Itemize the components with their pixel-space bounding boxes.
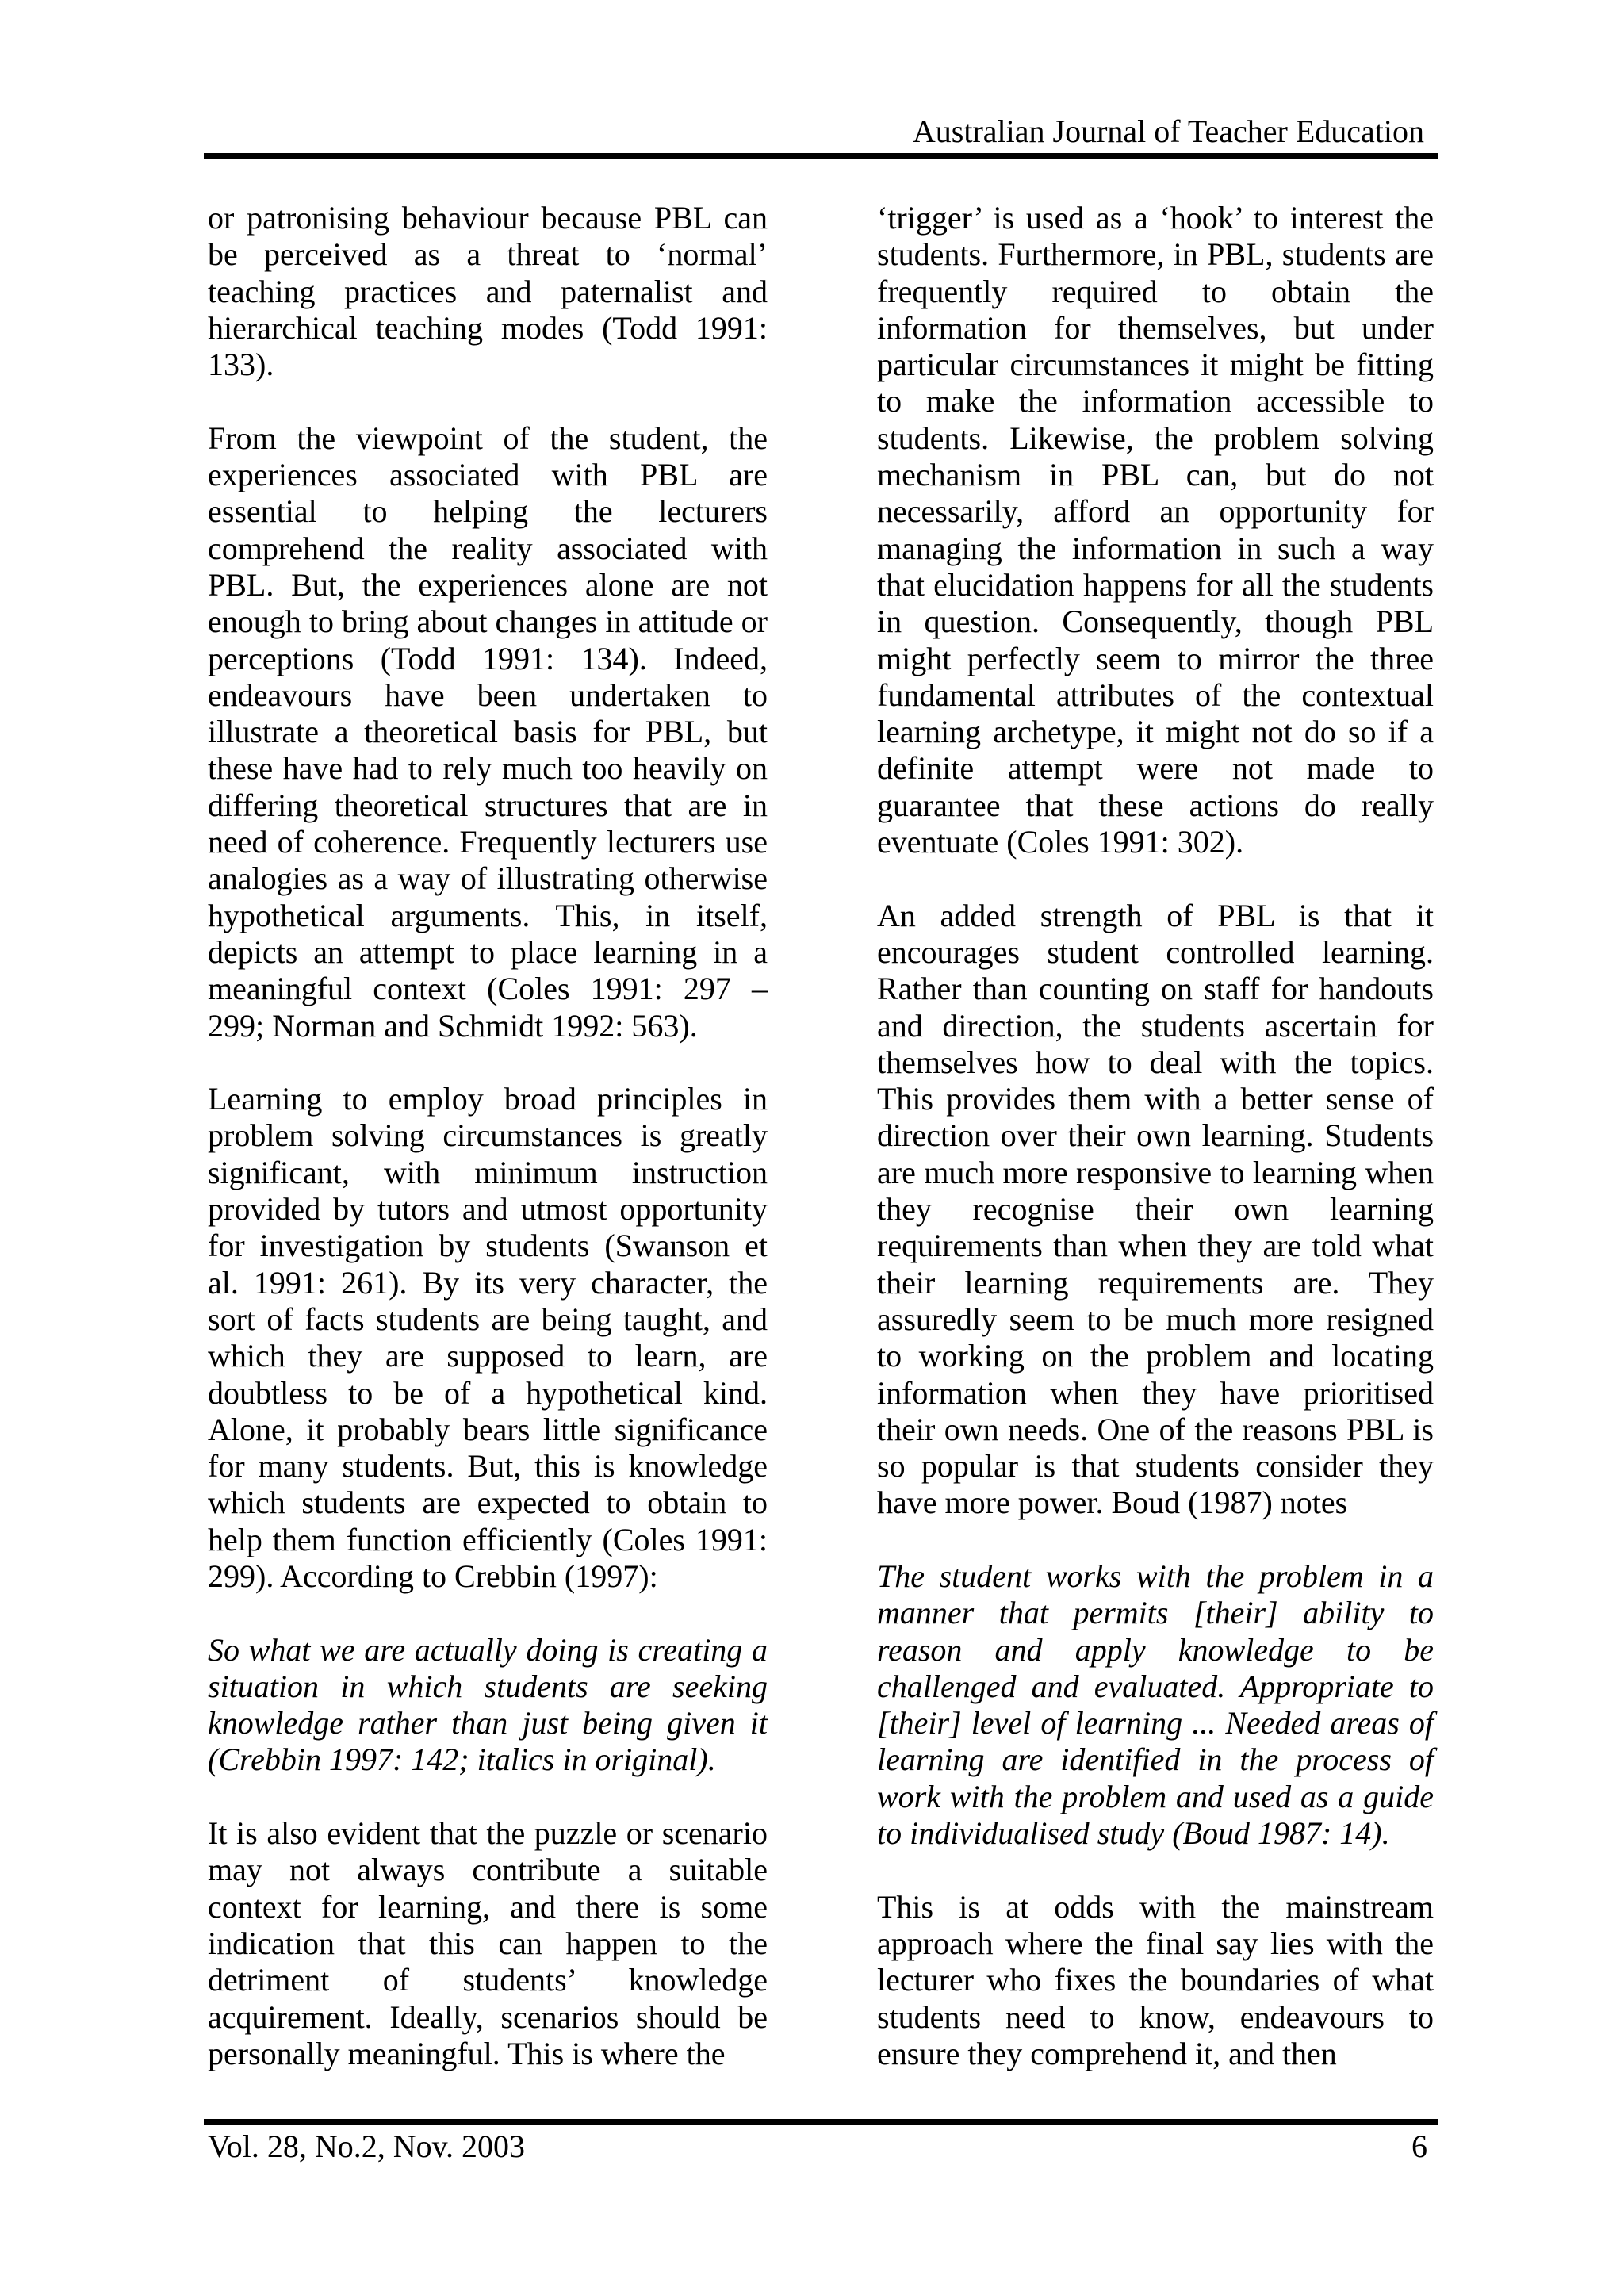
issue-info: Vol. 28, No.2, Nov. 2003: [208, 2128, 526, 2164]
left-column: [208, 200, 768, 2109]
paragraph: It is also evident that the puzzle or scenario may not always contribute a suitable context for learning, and there is some indication that this can happen to the detriment of students’ knowledge acquirement. Ideally, scenarios should be personally meaningful. This is where the: [208, 1815, 768, 2071]
paragraph: Learning to employ broad principles in problem solving circumstances is greatly significant, with minimum instruction provided by tutors and utmost opportunity for investigation by students (Swanson et al. 1991: 261). By its very character, the sort of facts students are being taught, and which they are supposed to learn, are doubtless to be of a hypothetical kind. Alone, it probably bears little significance for many students. But, this is knowledge which students are expected to obtain to help them function efficiently (Coles 1991: 299). According to Crebbin (1997):: [208, 1081, 768, 1594]
right-column: [877, 200, 1434, 2109]
paragraph: or patronising behaviour because PBL can be perceived as a threat to ‘normal’ teaching practices and paternalist and hierarchical teaching modes (Todd 1991: 133).: [208, 200, 768, 383]
block-quote: So what we are actually doing is creating a situation in which students are seeking knowledge rather than just being given it (Crebbin 1997: 142; italics in original).: [208, 1631, 768, 1778]
paragraph: ‘trigger’ is used as a ‘hook’ to interest the students. Furthermore, in PBL, students are frequently required to obtain the information for themselves, but under particular circumstances it might be fitting to make the information accessible to students. Likewise, the problem solving mechanism in PBL can, but do not necessarily, afford an opportunity for managing the information in such a way that elucidation happens for all the students in question. Consequently, though PBL might perfectly seem to mirror the three fundamental attributes of the contextual learning archetype, it might not do so if a definite attempt were not made to guarantee that these actions do really eventuate (Coles 1991: 302).: [877, 200, 1434, 860]
block-quote: The student works with the problem in a manner that permits [their] ability to reason and apply knowledge to be challenged and evaluated. Appropriate to [their] level of learning ... Needed areas of learning are identified in the process of work with the problem and used as a guide to individualised study (Boud 1987: 14).: [877, 1557, 1434, 1852]
paragraph: This is at odds with the mainstream approach where the final say lies with the lecturer who fixes the boundaries of what students need to know, endeavours to ensure they comprehend it, and then: [877, 1888, 1434, 2071]
footer-rule: [204, 2119, 1438, 2125]
page-number: 6: [1411, 2128, 1427, 2164]
paragraph: An added strength of PBL is that it encourages student controlled learning. Rather than counting on staff for handouts and direction, the students ascertain for themselves how to deal with the topics. This provides them with a better sense of direction over their own learning. Students are much more responsive to learning when they recognise their own learning requirements than when they are told what their learning requirements are. They assuredly seem to be much more resigned to working on the problem and locating information when they have prioritised their own needs. One of the reasons PBL is so popular is that students consider they have more power. Boud (1987) notes: [877, 897, 1434, 1521]
running-header: Australian Journal of Teacher Education: [912, 113, 1424, 149]
paragraph: From the viewpoint of the student, the experiences associated with PBL are essential to helping the lecturers comprehend the reality associated with PBL. But, the experiences alone are not enough to bring about changes in attitude or perceptions (Todd 1991: 134). Indeed, endeavours have been undertaken to illustrate a theoretical basis for PBL, but these have had to rely much too heavily on differing theoretical structures that are in need of coherence. Frequently lecturers use analogies as a way of illustrating otherwise hypothetical arguments. This, in itself, depicts an attempt to place learning in a meaningful context (Coles 1991: 297 – 299; Norman and Schmidt 1992: 563).: [208, 420, 768, 1044]
header-rule: [204, 153, 1438, 159]
